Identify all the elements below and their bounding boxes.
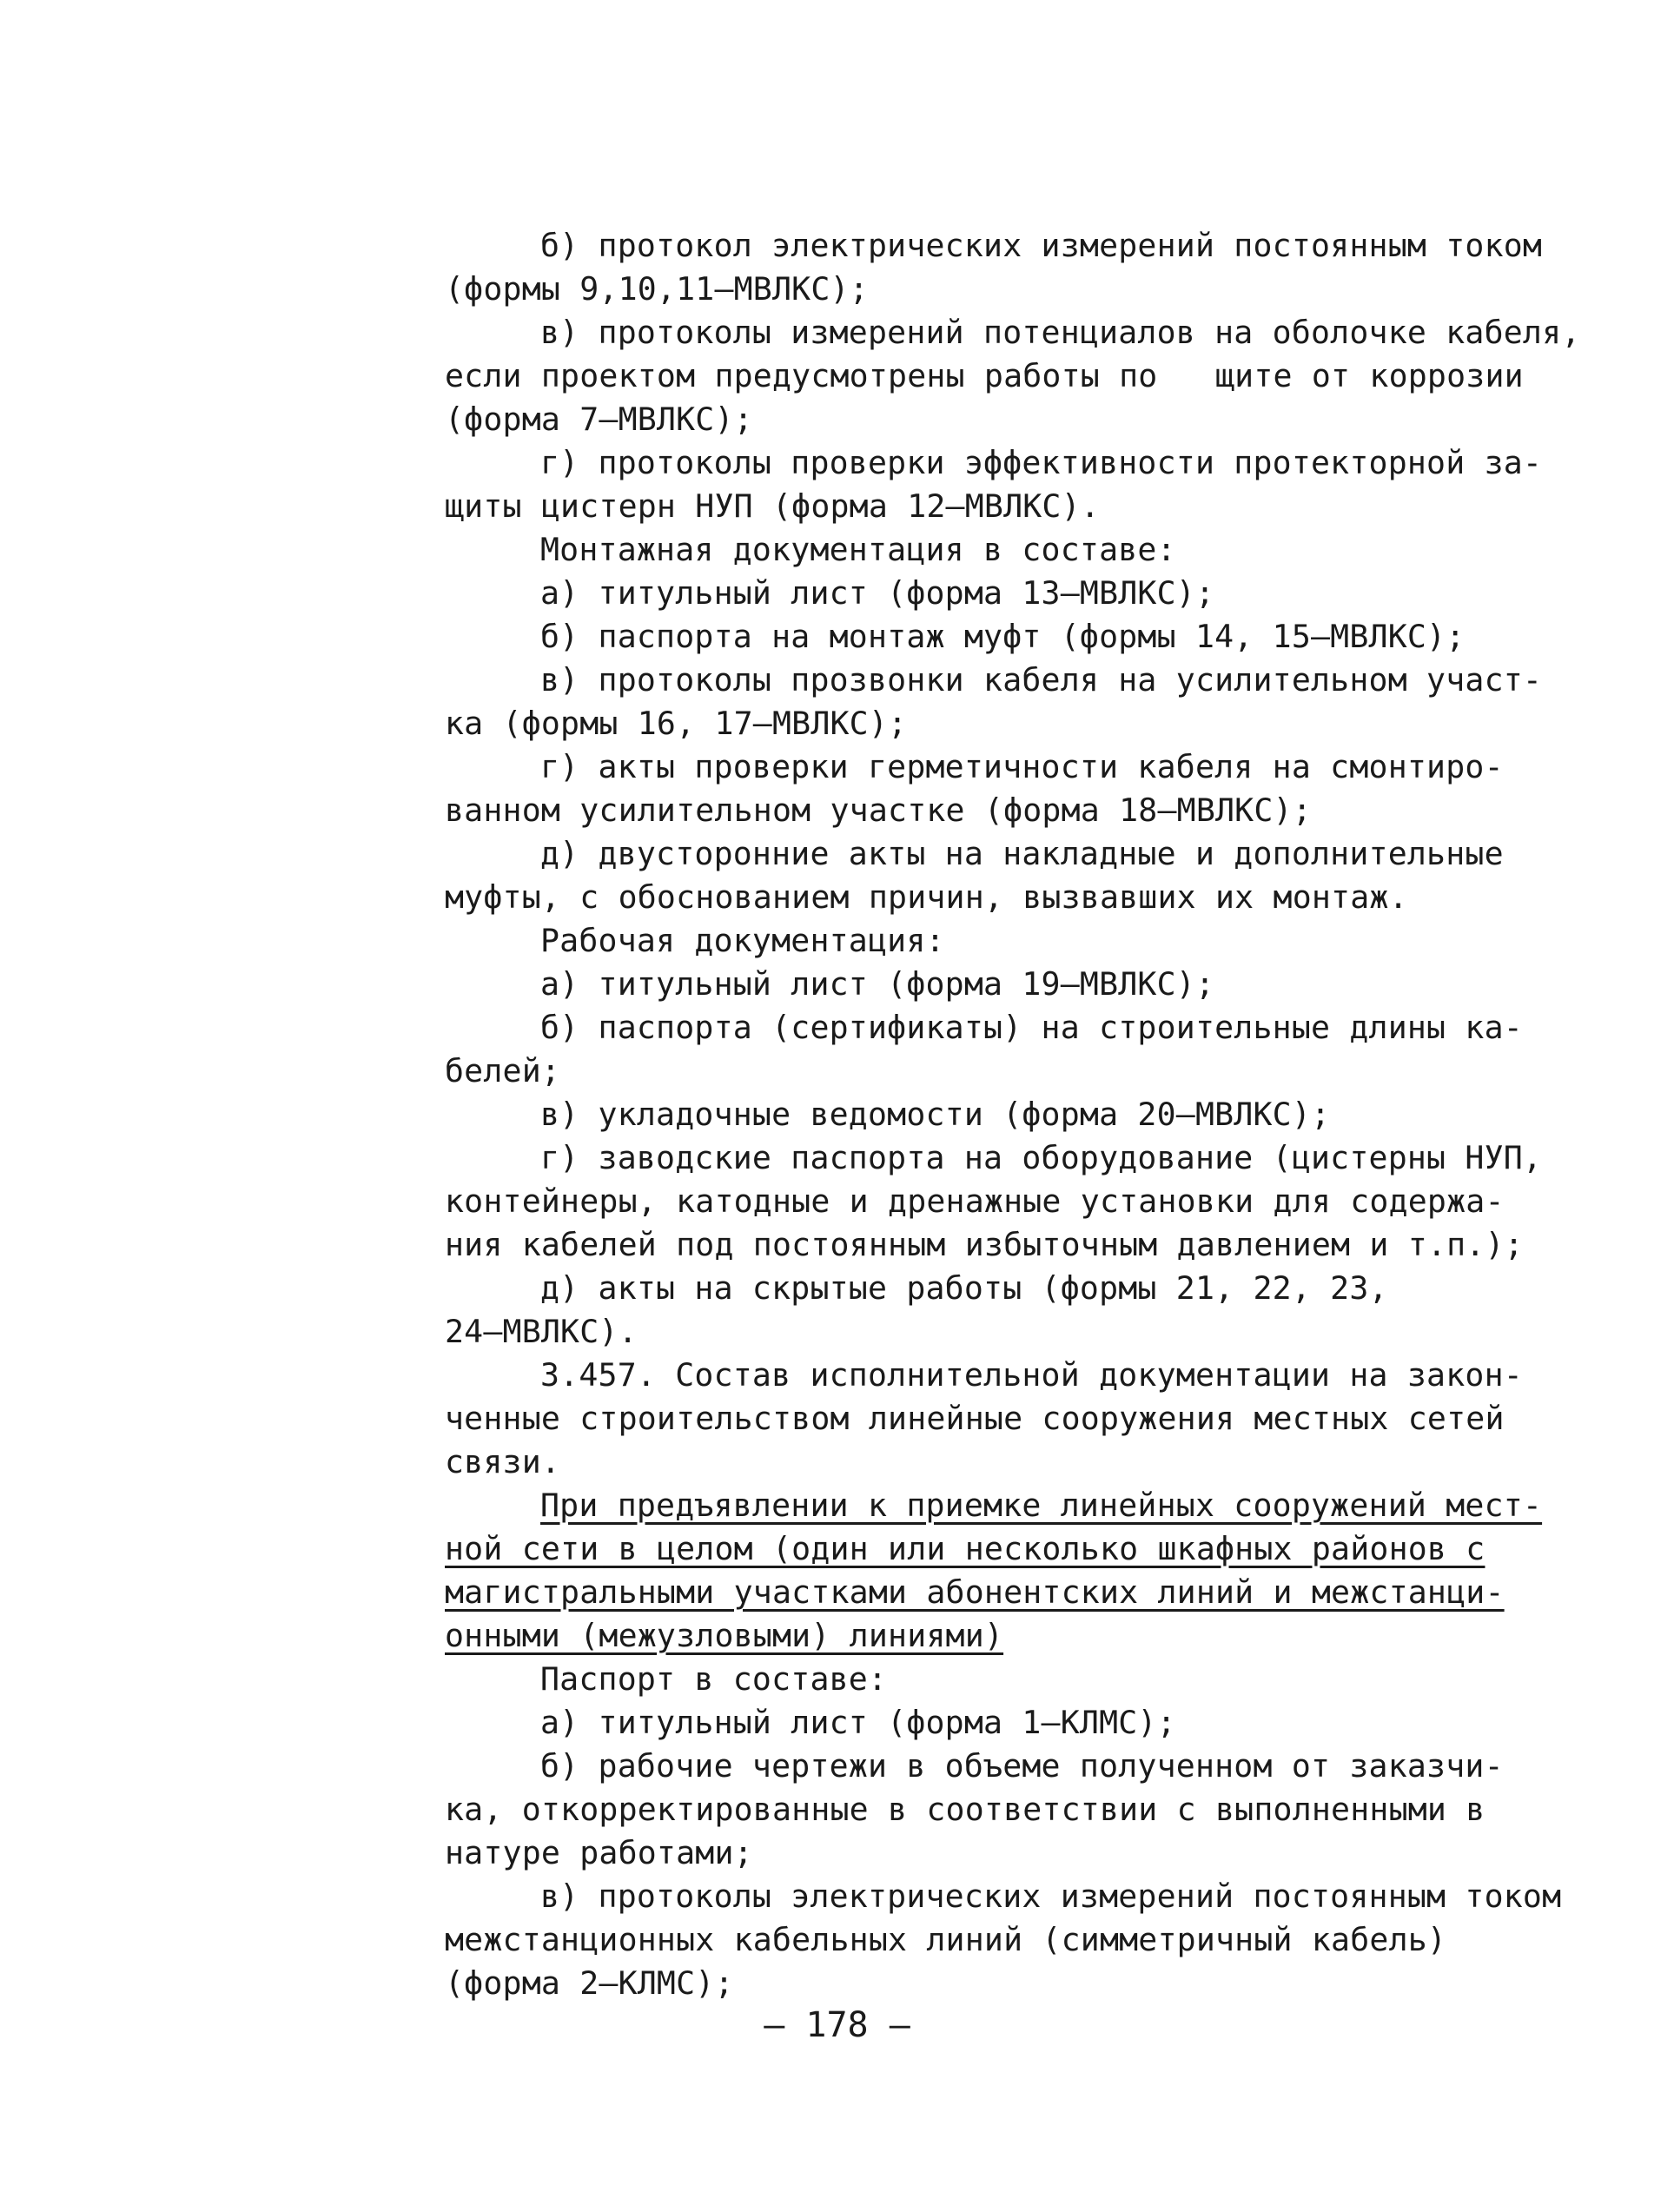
page-number: – 178 – [764,2005,910,2045]
text-line: д) двусторонние акты на накладные и дополнительные [540,835,1504,872]
text-line: б) протокол электрических измерений постоянным током [540,227,1543,264]
text-line: в) протоколы электрических измерений постоянным током [540,1878,1562,1915]
text-line: б) рабочие чертежи в объеме полученном от заказчи- [540,1747,1504,1785]
text-line: контейнеры, катодные и дренажные установки для содержа- [445,1182,1505,1220]
text-line: натуре работами; [445,1834,753,1871]
text-line: ка (формы 16, 17–МВЛКС); [445,705,908,742]
text-line: межстанционных кабельных линий (симметричный кабель) [445,1921,1447,1958]
text-line: д) акты на скрытые работы (формы 21, 22, 23, [540,1269,1388,1307]
text-line: муфты, с обоснованием причин, вызвавших их монтаж. [445,878,1408,916]
text-line: а) титульный лист (форма 13–МВЛКС); [540,574,1215,612]
text-line: г) акты проверки герметичности кабеля на смонтиро- [540,748,1504,785]
underlined-text-line: магистральными участками абонентских линий и межстанци- [445,1573,1505,1611]
text-line: (форма 2–КЛМС); [445,1964,734,2002]
text-line: (форма 7–МВЛКС); [445,401,753,438]
underlined-text-line: онными (межузловыми) линиями) [445,1617,1004,1654]
underlined-text-line: При предъявлении к приемке линейных сооружений мест- [540,1487,1543,1524]
text-line: связи. [445,1443,561,1480]
text-line: а) титульный лист (форма 1–КЛМС); [540,1704,1176,1741]
text-line: 24–МВЛКС). [445,1313,638,1350]
text-line: в) укладочные ведомости (форма 20–МВЛКС); [540,1096,1331,1133]
section-heading: Монтажная документация в составе: [540,531,1176,568]
section-heading: Паспорт в составе: [540,1660,888,1698]
text-line: щиты цистерн НУП (форма 12–МВЛКС). [445,487,1100,525]
text-line: ния кабелей под постоянным избыточным давлением и т.п.); [445,1226,1524,1263]
text-line: в) протоколы прозвонки кабеля на усилительном участ- [540,661,1543,699]
section-heading: 3.457. Состав исполнительной документации на закон- [540,1356,1523,1394]
text-line: ванном усилительном участке (форма 18–МВЛКС); [445,791,1312,829]
text-line: г) протоколы проверки эффективности протекторной за- [540,444,1543,481]
text-line: если проектом предусмотрены работы по щите от коррозии [445,357,1524,394]
text-line: б) паспорта (сертификаты) на строительные длины ка- [540,1009,1523,1046]
text-line: ка, откорректированные в соответствии с выполненными в [445,1791,1485,1828]
text-line: г) заводские паспорта на оборудование (цистерны НУП, [540,1139,1543,1176]
text-line: а) титульный лист (форма 19–МВЛКС); [540,965,1215,1003]
underlined-text-line: ной сети в целом (один или несколько шкафных районов с [445,1530,1485,1567]
text-line: (формы 9,10,11–МВЛКС); [445,270,869,308]
text-line: ченные строительством линейные сооружения местных сетей [445,1400,1505,1437]
text-line: белей; [445,1052,561,1089]
section-heading: Рабочая документация: [540,922,945,959]
text-line: б) паспорта на монтаж муфт (формы 14, 15–МВЛКС); [540,618,1466,655]
text-line: в) протоколы измерений потенциалов на оболочке кабеля, [540,314,1581,351]
